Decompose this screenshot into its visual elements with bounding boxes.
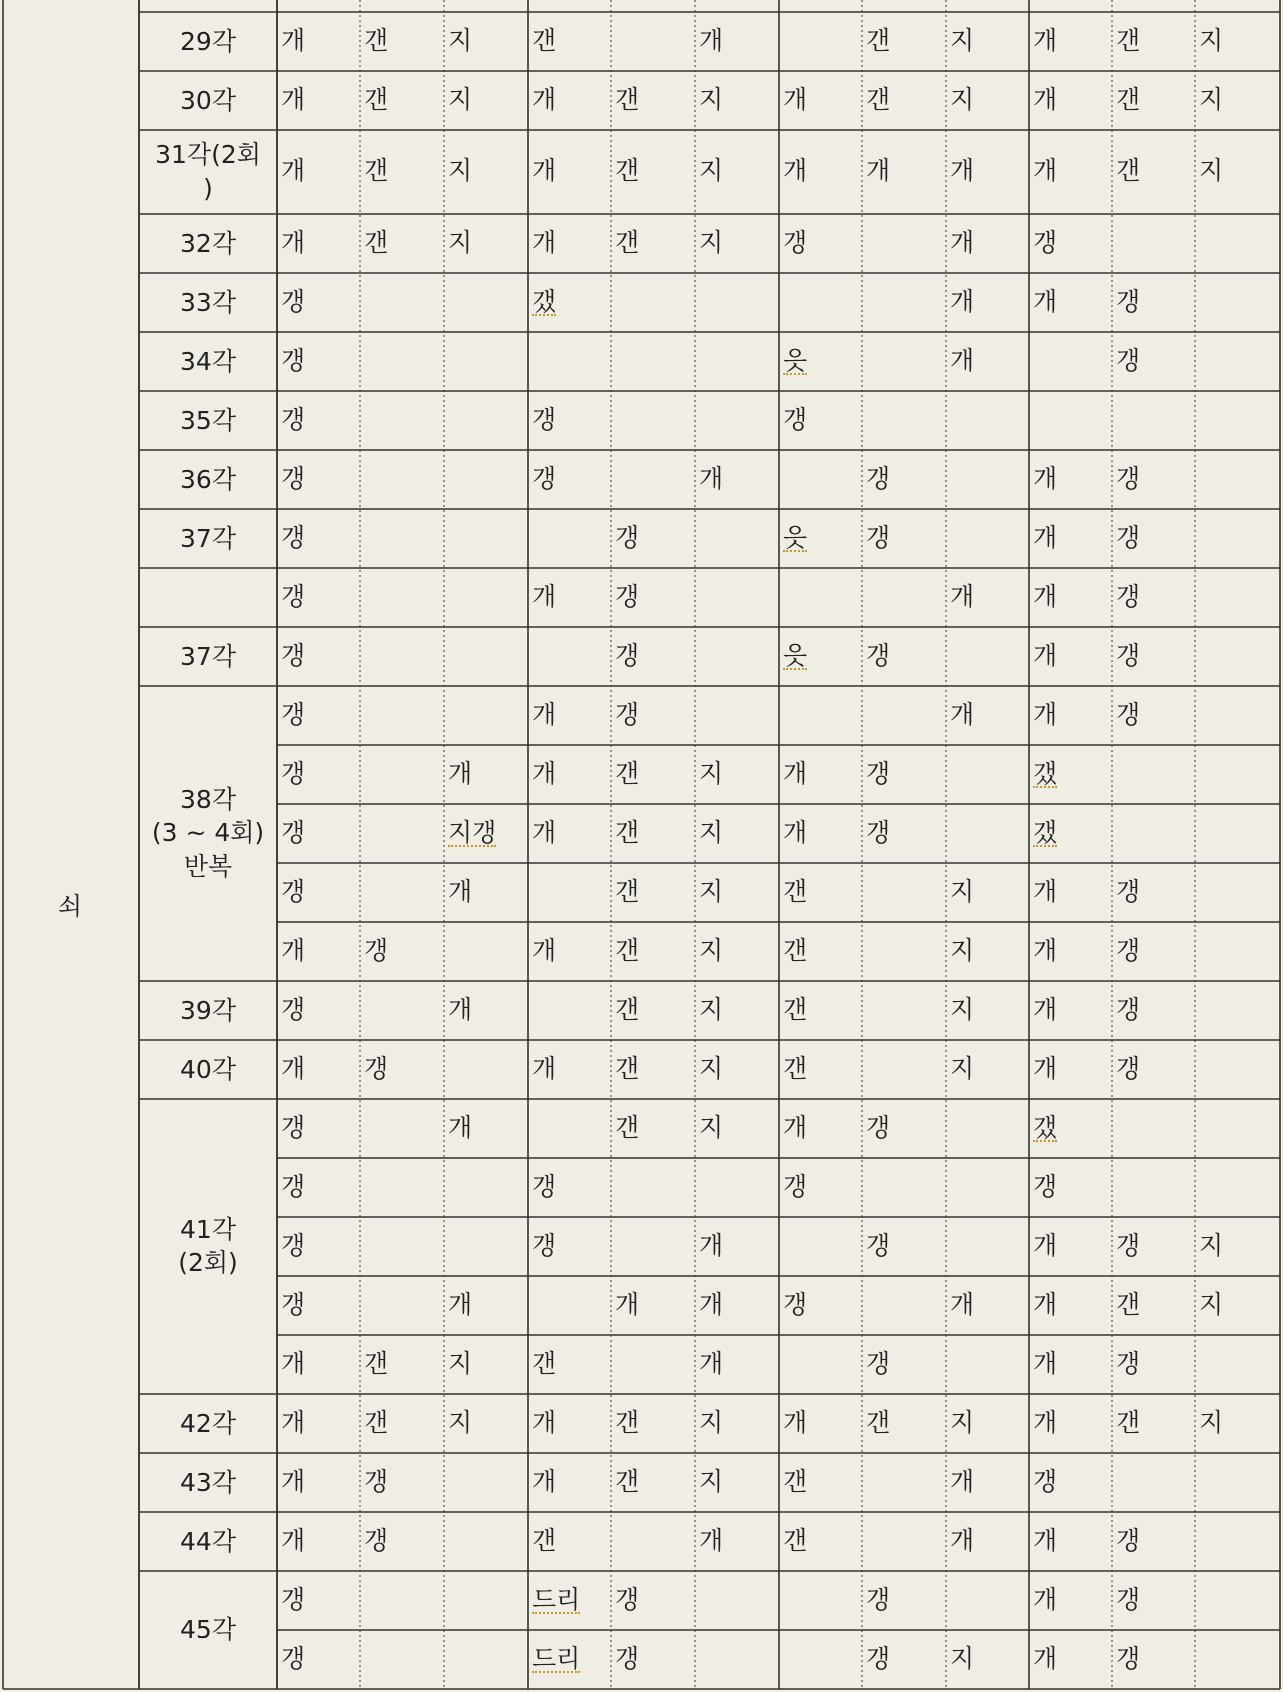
beat-cell: 개 bbox=[950, 1525, 975, 1555]
beat-cell: 갰 bbox=[1033, 817, 1058, 847]
beat-cell: 지 bbox=[699, 758, 724, 788]
beat-cell: 갱 bbox=[615, 640, 640, 670]
beat-cell: 읏 bbox=[783, 522, 808, 552]
section-label: 31각(2회 ) bbox=[155, 140, 261, 203]
beat-cell: 갰 bbox=[1033, 1112, 1058, 1142]
beat-cell: 개 bbox=[281, 25, 306, 55]
beat-cell: 갱 bbox=[281, 994, 306, 1024]
beat-cell: 개 bbox=[281, 156, 306, 185]
beat-cell: 갱 bbox=[1033, 227, 1058, 257]
beat-cell: 읏 bbox=[783, 345, 808, 375]
beat-cell: 개 bbox=[950, 156, 975, 185]
beat-cell: 개 bbox=[532, 227, 557, 257]
beat-cell: 개 bbox=[1033, 1230, 1058, 1260]
beat-cell: 갱 bbox=[281, 286, 306, 316]
beat-cell: 개 bbox=[950, 286, 975, 316]
beat-cell: 갱 bbox=[1116, 286, 1141, 316]
beat-cell: 갱 bbox=[615, 522, 640, 552]
beat-cell: 지 bbox=[448, 84, 473, 114]
beat-cell: 개 bbox=[615, 1289, 640, 1319]
beat-cell: 개 bbox=[448, 758, 473, 788]
beat-cell: 읏 bbox=[783, 640, 808, 670]
beat-cell: 개 bbox=[783, 758, 808, 788]
beat-cell: 갱 bbox=[281, 1230, 306, 1260]
beat-cell: 갱 bbox=[1116, 345, 1141, 375]
beat-cell: 지 bbox=[1199, 156, 1224, 185]
instrument-label: 쇠 bbox=[57, 892, 83, 921]
beat-cell: 지 bbox=[448, 1348, 473, 1378]
section-label: 44각 bbox=[180, 1526, 236, 1556]
beat-cell: 갠 bbox=[615, 994, 640, 1024]
beat-cell: 갠 bbox=[783, 1053, 808, 1083]
beat-cell: 갠 bbox=[615, 84, 640, 114]
beat-cell: 갱 bbox=[281, 345, 306, 375]
beat-cell: 개 bbox=[866, 156, 891, 185]
beat-cell: 개 bbox=[950, 699, 975, 729]
beat-cell: 갱 bbox=[866, 1643, 891, 1673]
beat-cell: 개 bbox=[281, 1407, 306, 1437]
beat-cell: 갠 bbox=[615, 817, 640, 847]
beat-cell: 갱 bbox=[532, 1230, 557, 1260]
beat-cell: 개 bbox=[1033, 876, 1058, 906]
beat-cell: 지 bbox=[699, 156, 724, 185]
beat-cell: 개 bbox=[532, 699, 557, 729]
beat-cell: 지갱 bbox=[448, 817, 497, 847]
beat-cell: 갱 bbox=[532, 404, 557, 434]
beat-cell: 갱 bbox=[866, 1348, 891, 1378]
section-label: 35각 bbox=[180, 405, 236, 435]
beat-cell: 갱 bbox=[615, 699, 640, 729]
beat-cell: 개 bbox=[281, 1053, 306, 1083]
beat-cell: 개 bbox=[699, 1289, 724, 1319]
beat-cell: 개 bbox=[699, 463, 724, 493]
section-label: 45각 bbox=[180, 1615, 236, 1644]
beat-cell: 지 bbox=[699, 1407, 724, 1437]
beat-cell: 갱 bbox=[281, 1112, 306, 1142]
section-label: 37각 bbox=[180, 523, 236, 553]
beat-cell: 갠 bbox=[364, 84, 389, 114]
beat-cell: 갱 bbox=[281, 1171, 306, 1201]
beat-cell: 개 bbox=[950, 227, 975, 257]
beat-cell: 갰 bbox=[532, 286, 557, 316]
beat-cell: 개 bbox=[448, 1112, 473, 1142]
beat-cell: 지 bbox=[699, 935, 724, 965]
beat-cell: 갱 bbox=[783, 227, 808, 257]
beat-cell: 갠 bbox=[866, 84, 891, 114]
beat-cell: 갠 bbox=[615, 1466, 640, 1496]
beat-cell: 갠 bbox=[783, 1466, 808, 1496]
beat-cell: 지 bbox=[950, 876, 975, 906]
beat-cell: 개 bbox=[950, 1466, 975, 1496]
beat-cell: 개 bbox=[532, 156, 557, 185]
beat-cell: 지 bbox=[448, 1407, 473, 1437]
beat-cell: 갠 bbox=[364, 1407, 389, 1437]
beat-cell: 드리 bbox=[532, 1584, 581, 1614]
beat-cell: 갱 bbox=[281, 640, 306, 670]
beat-cell: 갱 bbox=[615, 581, 640, 611]
beat-cell: 갱 bbox=[866, 758, 891, 788]
beat-cell: 갠 bbox=[783, 994, 808, 1024]
beat-cell: 개 bbox=[1033, 1348, 1058, 1378]
beat-cell: 갱 bbox=[1116, 640, 1141, 670]
beat-cell: 지 bbox=[950, 1643, 975, 1673]
beat-cell: 갠 bbox=[615, 156, 640, 185]
beat-cell: 지 bbox=[699, 994, 724, 1024]
beat-cell: 개 bbox=[532, 1053, 557, 1083]
beat-cell: 개 bbox=[1033, 1584, 1058, 1614]
beat-cell: 개 bbox=[532, 817, 557, 847]
beat-cell: 갠 bbox=[615, 1053, 640, 1083]
beat-cell: 갱 bbox=[866, 463, 891, 493]
beat-cell: 갱 bbox=[866, 1230, 891, 1260]
beat-cell: 갱 bbox=[1116, 1643, 1141, 1673]
beat-cell: 갱 bbox=[783, 404, 808, 434]
section-label: 37각 bbox=[180, 641, 236, 671]
beat-cell: 갠 bbox=[615, 758, 640, 788]
beat-cell: 개 bbox=[1033, 935, 1058, 965]
section-label: 30각 bbox=[180, 85, 236, 115]
beat-cell: 개 bbox=[448, 1289, 473, 1319]
beat-cell: 개 bbox=[783, 1407, 808, 1437]
beat-cell: 개 bbox=[532, 935, 557, 965]
beat-cell: 개 bbox=[1033, 581, 1058, 611]
beat-cell: 갠 bbox=[1116, 25, 1141, 55]
beat-cell: 갱 bbox=[866, 522, 891, 552]
beat-cell: 갠 bbox=[364, 25, 389, 55]
beat-cell: 갱 bbox=[1116, 699, 1141, 729]
beat-cell: 지 bbox=[1199, 1407, 1224, 1437]
beat-cell: 지 bbox=[699, 817, 724, 847]
beat-cell: 갱 bbox=[532, 463, 557, 493]
beat-cell: 갱 bbox=[783, 1289, 808, 1319]
beat-cell: 개 bbox=[1033, 1525, 1058, 1555]
beat-cell: 갠 bbox=[1116, 156, 1141, 185]
beat-cell: 드리 bbox=[532, 1643, 581, 1673]
beat-cell: 지 bbox=[448, 25, 473, 55]
beat-cell: 갠 bbox=[364, 227, 389, 257]
beat-cell: 갱 bbox=[1116, 1053, 1141, 1083]
beat-cell: 갠 bbox=[1116, 1289, 1141, 1319]
beat-cell: 갱 bbox=[281, 463, 306, 493]
beat-cell: 갱 bbox=[281, 404, 306, 434]
section-label: 40각 bbox=[180, 1054, 236, 1084]
section-label: 39각 bbox=[180, 995, 236, 1025]
beat-cell: 갱 bbox=[364, 1053, 389, 1083]
beat-cell: 개 bbox=[281, 1466, 306, 1496]
beat-cell: 지 bbox=[950, 25, 975, 55]
beat-cell: 지 bbox=[699, 227, 724, 257]
beat-cell: 갠 bbox=[615, 1112, 640, 1142]
beat-cell: 갱 bbox=[1116, 935, 1141, 965]
beat-cell: 개 bbox=[1033, 1289, 1058, 1319]
beat-cell: 지 bbox=[699, 1466, 724, 1496]
beat-cell: 개 bbox=[1033, 156, 1058, 185]
beat-cell: 갱 bbox=[364, 935, 389, 965]
beat-cell: 개 bbox=[699, 1348, 724, 1378]
beat-cell: 개 bbox=[1033, 699, 1058, 729]
section-label: 32각 bbox=[180, 228, 236, 258]
beat-cell: 지 bbox=[950, 84, 975, 114]
beat-cell: 갠 bbox=[532, 25, 557, 55]
beat-cell: 갱 bbox=[1116, 876, 1141, 906]
beat-cell: 갱 bbox=[1033, 1171, 1058, 1201]
beat-cell: 개 bbox=[532, 1407, 557, 1437]
beat-cell: 갱 bbox=[281, 699, 306, 729]
beat-cell: 개 bbox=[448, 994, 473, 1024]
beat-cell: 갱 bbox=[615, 1643, 640, 1673]
beat-cell: 갠 bbox=[1116, 84, 1141, 114]
beat-cell: 개 bbox=[783, 84, 808, 114]
section-label: 41각 (2회) bbox=[178, 1214, 238, 1278]
beat-cell: 지 bbox=[950, 1053, 975, 1083]
beat-cell: 지 bbox=[448, 227, 473, 257]
beat-cell: 갱 bbox=[866, 1112, 891, 1142]
beat-cell: 개 bbox=[1033, 1643, 1058, 1673]
beat-cell: 개 bbox=[1033, 522, 1058, 552]
beat-cell: 갠 bbox=[615, 935, 640, 965]
beat-cell: 개 bbox=[281, 1525, 306, 1555]
beat-cell: 지 bbox=[699, 84, 724, 114]
section-label: 43각 bbox=[180, 1467, 236, 1497]
beat-cell: 개 bbox=[281, 1348, 306, 1378]
beat-cell: 개 bbox=[448, 876, 473, 906]
beat-cell: 갠 bbox=[615, 876, 640, 906]
beat-cell: 개 bbox=[950, 1289, 975, 1319]
beat-cell: 개 bbox=[532, 758, 557, 788]
beat-cell: 지 bbox=[699, 1112, 724, 1142]
beat-cell: 개 bbox=[1033, 1407, 1058, 1437]
section-label: 29각 bbox=[180, 26, 236, 56]
beat-cell: 갱 bbox=[1116, 1348, 1141, 1378]
beat-cell: 갱 bbox=[866, 817, 891, 847]
beat-cell: 갱 bbox=[783, 1171, 808, 1201]
beat-cell: 지 bbox=[950, 994, 975, 1024]
beat-cell: 갱 bbox=[866, 1584, 891, 1614]
beat-cell: 지 bbox=[1199, 1289, 1224, 1319]
beat-cell: 개 bbox=[532, 581, 557, 611]
beat-cell: 갱 bbox=[1116, 1230, 1141, 1260]
beat-cell: 갱 bbox=[615, 1584, 640, 1614]
beat-cell: 갠 bbox=[364, 1348, 389, 1378]
beat-cell: 지 bbox=[699, 1053, 724, 1083]
beat-cell: 개 bbox=[699, 1230, 724, 1260]
beat-cell: 갱 bbox=[281, 1584, 306, 1614]
beat-cell: 갱 bbox=[281, 1643, 306, 1673]
beat-cell: 갠 bbox=[866, 1407, 891, 1437]
beat-cell: 개 bbox=[783, 817, 808, 847]
beat-cell: 갱 bbox=[1033, 1466, 1058, 1496]
beat-cell: 개 bbox=[1033, 1053, 1058, 1083]
beat-cell: 개 bbox=[1033, 286, 1058, 316]
beat-cell: 갠 bbox=[615, 227, 640, 257]
beat-cell: 개 bbox=[699, 1525, 724, 1555]
beat-cell: 갱 bbox=[281, 817, 306, 847]
beat-cell: 갠 bbox=[783, 935, 808, 965]
beat-cell: 갠 bbox=[783, 1525, 808, 1555]
beat-cell: 갱 bbox=[1116, 581, 1141, 611]
beat-cell: 갱 bbox=[364, 1525, 389, 1555]
beat-cell: 갠 bbox=[783, 876, 808, 906]
beat-cell: 갱 bbox=[1116, 1525, 1141, 1555]
section-label: 42각 bbox=[180, 1408, 236, 1438]
beat-cell: 개 bbox=[532, 1466, 557, 1496]
beat-cell: 개 bbox=[281, 935, 306, 965]
beat-cell: 갱 bbox=[281, 581, 306, 611]
beat-cell: 갠 bbox=[615, 1407, 640, 1437]
beat-cell: 개 bbox=[950, 581, 975, 611]
beat-cell: 개 bbox=[1033, 84, 1058, 114]
beat-cell: 갱 bbox=[1116, 1584, 1141, 1614]
beat-cell: 개 bbox=[1033, 994, 1058, 1024]
beat-cell: 갱 bbox=[1116, 994, 1141, 1024]
section-label: 36각 bbox=[180, 464, 236, 494]
beat-cell: 지 bbox=[699, 876, 724, 906]
beat-cell: 지 bbox=[1199, 25, 1224, 55]
beat-cell: 갱 bbox=[364, 1466, 389, 1496]
beat-cell: 갠 bbox=[532, 1525, 557, 1555]
beat-cell: 갰 bbox=[1033, 758, 1058, 788]
beat-cell: 개 bbox=[281, 84, 306, 114]
beat-cell: 개 bbox=[783, 156, 808, 185]
beat-cell: 개 bbox=[1033, 640, 1058, 670]
beat-cell: 지 bbox=[950, 1407, 975, 1437]
beat-cell: 지 bbox=[1199, 1230, 1224, 1260]
beat-cell: 지 bbox=[448, 156, 473, 185]
beat-cell: 개 bbox=[950, 345, 975, 375]
beat-cell: 갱 bbox=[532, 1171, 557, 1201]
section-label: 38각 (3 ~ 4회) 반복 bbox=[151, 784, 265, 881]
beat-cell: 지 bbox=[1199, 84, 1224, 114]
beat-cell: 개 bbox=[783, 1112, 808, 1142]
beat-cell: 개 bbox=[1033, 463, 1058, 493]
beat-cell: 개 bbox=[1033, 25, 1058, 55]
beat-cell: 갱 bbox=[281, 876, 306, 906]
beat-cell: 갱 bbox=[1116, 463, 1141, 493]
beat-cell: 갱 bbox=[281, 522, 306, 552]
section-label: 34각 bbox=[180, 346, 236, 376]
beat-cell: 갱 bbox=[281, 1289, 306, 1319]
beat-cell: 갱 bbox=[866, 640, 891, 670]
beat-cell: 지 bbox=[950, 935, 975, 965]
beat-cell: 갱 bbox=[281, 758, 306, 788]
beat-cell: 개 bbox=[281, 227, 306, 257]
beat-cell: 개 bbox=[532, 84, 557, 114]
beat-cell: 갱 bbox=[1116, 522, 1141, 552]
beat-cell: 갠 bbox=[866, 25, 891, 55]
section-label: 33각 bbox=[180, 287, 236, 317]
beat-cell: 개 bbox=[699, 25, 724, 55]
beat-cell: 갠 bbox=[364, 156, 389, 185]
beat-cell: 갠 bbox=[1116, 1407, 1141, 1437]
beat-cell: 갠 bbox=[532, 1348, 557, 1378]
